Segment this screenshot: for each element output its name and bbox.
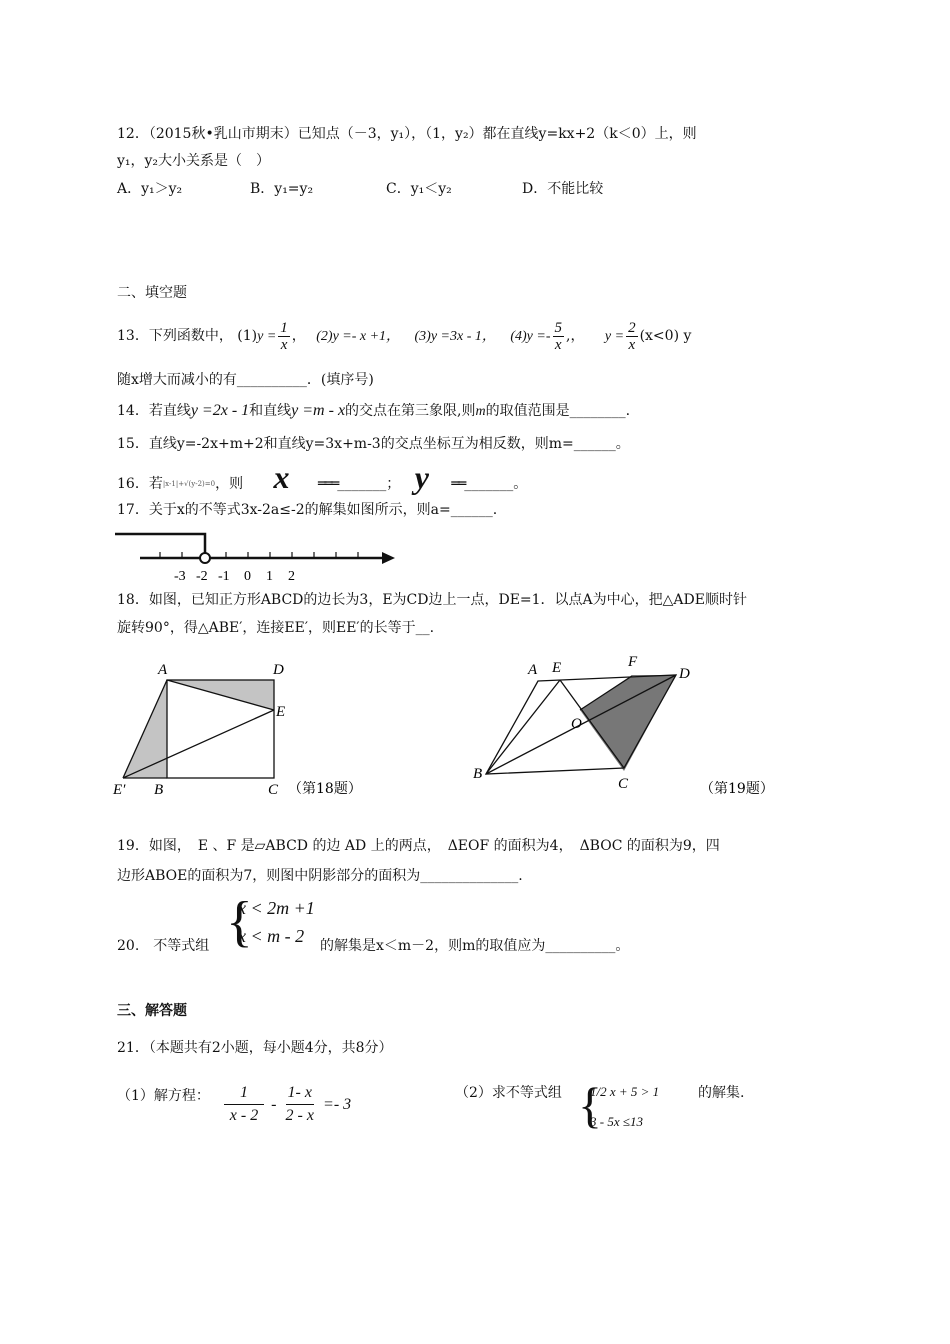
q21-minus: - [271, 1096, 277, 1113]
q13-line2: 随x增大而减小的有__________．(填序号) [117, 372, 374, 388]
label-b: B [473, 766, 483, 782]
q16-y: y [414, 459, 429, 495]
figure-19 [468, 648, 788, 803]
q13-f5-tail: (x<0) y [639, 328, 692, 344]
q14-eq1: y =2x - 1 [190, 402, 250, 419]
tick-label: 0 [244, 569, 251, 584]
q20-prefix: 20. 不等式组 [117, 938, 210, 954]
q19-line2: 边形ABOE的面积为7，则图中阴影部分的面积为______________. [117, 868, 523, 884]
q14-part-c: 的交点在第三象限,则 [345, 403, 476, 419]
label-a: A [158, 662, 168, 678]
q18-line1: 18．如图，已知正方形ABCD的边长为3，E为CD边上一点，DE=1．以点A为中心，把△ADE顺时针 [117, 592, 747, 608]
q21-system-line1: 1/2 x + 5 > 1 [590, 1084, 660, 1099]
q16-blank2: _______。 [464, 476, 528, 492]
q16-condition-image: |x-1|+√(y-2)=0 [162, 480, 216, 488]
q12-line2: y₁，y₂大小关系是（ ） [117, 153, 271, 169]
q13-f5-var: y = [604, 329, 625, 344]
q12-option-b: B．y₁=y₂ [250, 181, 314, 197]
tick-label: 2 [288, 569, 295, 584]
q16-part-a: 16．若 [117, 476, 163, 492]
q21-frac1-num: 1 [224, 1082, 264, 1105]
section-2-heading: 二、填空题 [117, 285, 187, 301]
q12-option-a: A．y₁＞y₂ [117, 181, 183, 197]
label-d: D [679, 666, 690, 682]
q13-f5-frac [626, 320, 638, 353]
label-o: O [571, 716, 582, 732]
q14-part-a: 14．若直线 [117, 403, 191, 419]
section-3-heading: 三、解答题 [117, 1003, 187, 1019]
q21-frac1-den: x - 2 [229, 1107, 259, 1124]
label-a: A [528, 662, 538, 678]
q13-prefix: 13．下列函数中， [117, 328, 233, 344]
q14-part-b: 和直线 [249, 403, 292, 419]
label-e: E [276, 704, 286, 720]
q21-part2-tail: 的解集. [698, 1085, 745, 1101]
q15-line: 15．直线y=-2x+m+2和直线y=3x+m-3的交点坐标互为相反数，则m=______。 [117, 436, 630, 452]
label-d: D [273, 662, 284, 678]
figure-19-caption: （第19题） [700, 781, 774, 797]
number-line-arrow [382, 552, 395, 564]
q14-part-d: 的取值范围是________. [485, 403, 631, 419]
label-e-prime: E′ [113, 782, 126, 798]
q21-brace: { [578, 1077, 602, 1133]
q20-system-line1: x < 2m +1 [238, 898, 315, 918]
q13-f4-label: (4)y =- [510, 329, 551, 344]
q13-f1-frac [278, 320, 290, 353]
q13-f5-den: x [628, 336, 636, 353]
q16-part-b: ，则 [215, 476, 244, 492]
q21-part1-equation [222, 1076, 351, 1132]
tick-label: -1 [218, 569, 230, 584]
q13-f2: (2)y =- x +1， [316, 329, 401, 344]
q21-header: 21．（本题共有2小题，每小题4分，共8分） [117, 1040, 393, 1056]
q20-suffix: 的解集是x＜m－2，则m的取值应为__________。 [320, 938, 630, 954]
open-endpoint [200, 553, 210, 563]
q20-brace: { [226, 891, 253, 953]
q21-part1-label: （1）解方程： [117, 1088, 210, 1104]
q13-f4-den: x [554, 336, 562, 353]
label-e: E [552, 660, 562, 676]
q13-f1-den: x [280, 336, 288, 353]
tick-label: 1 [266, 569, 273, 584]
q21-rhs: =- 3 [323, 1096, 352, 1113]
q16-x: x [273, 459, 290, 495]
q21-frac1 [224, 1082, 264, 1127]
q21-frac2-num: 1- x [286, 1082, 314, 1105]
q16-line [117, 459, 528, 495]
figure-18-caption: （第18题） [288, 781, 362, 797]
q13-f4-frac [553, 320, 565, 353]
label-c: C [618, 776, 629, 792]
q16-eq2: ══ [451, 476, 465, 492]
tick-label: -3 [174, 569, 186, 584]
q17-line: 17．关于x的不等式3x-2a≤-2的解集如图所示，则a=______. [117, 502, 498, 518]
q21-part2-label: （2）求不等式组 [455, 1085, 562, 1101]
q12-line1: 12．（2015秋•乳山市期末）已知点（－3，y₁），（1，y₂）都在直线y=kx+2（k＜0）上，则 [117, 126, 697, 142]
q12-option-d: D．不能比较 [522, 181, 604, 197]
q21-frac2-den: 2 - x [285, 1107, 314, 1124]
q13-f4-tail: ,， [566, 328, 585, 344]
q13-f3: (3)y =3x - 1， [414, 329, 496, 344]
q19-line1: 19．如图， E 、F 是▱ABCD 的边 AD 上的两点， ΔEOF 的面积为4， ΔBOC 的面积为9，四 [117, 838, 720, 854]
label-f: F [628, 654, 638, 670]
label-c: C [268, 782, 279, 798]
q16-blank1: _______； [337, 476, 401, 492]
q12-option-c: C．y₁＜y₂ [386, 181, 452, 197]
q13-f1-label: (1) [237, 328, 258, 344]
q13-f1-num: 1 [280, 319, 288, 336]
q13-f1-var: y = [257, 329, 277, 344]
q13-f4-num: 5 [554, 319, 562, 336]
q14-eq2: y =m - x [291, 402, 346, 419]
label-b: B [154, 782, 164, 798]
q14-line [117, 401, 630, 422]
q13-f5-num: 2 [628, 319, 636, 336]
figure-18 [110, 658, 400, 803]
q14-m: m [475, 404, 486, 419]
q21-system-line2: 3 - 5x ≤13 [590, 1114, 643, 1129]
number-line-figure [110, 526, 400, 584]
q20-system-line2: x < m - 2 [238, 926, 305, 946]
tick-label: -2 [196, 569, 208, 584]
shaded-region [580, 675, 676, 771]
q21-frac2 [284, 1082, 316, 1127]
q13-line1: 13．下列函数中， (1)y = $\frac{1}{x}$ ， (2)y =- x +1， (3)y =3x - 1， (4)y =- $\frac{5}{x}$ ,， y = $\frac{2}{x}$ (x<0) y [117, 319, 692, 353]
q16-eq1: ═══ [317, 476, 338, 492]
q18-line2: 旋转90°，得△ABE′，连接EE′，则EE′的长等于__. [117, 620, 435, 636]
